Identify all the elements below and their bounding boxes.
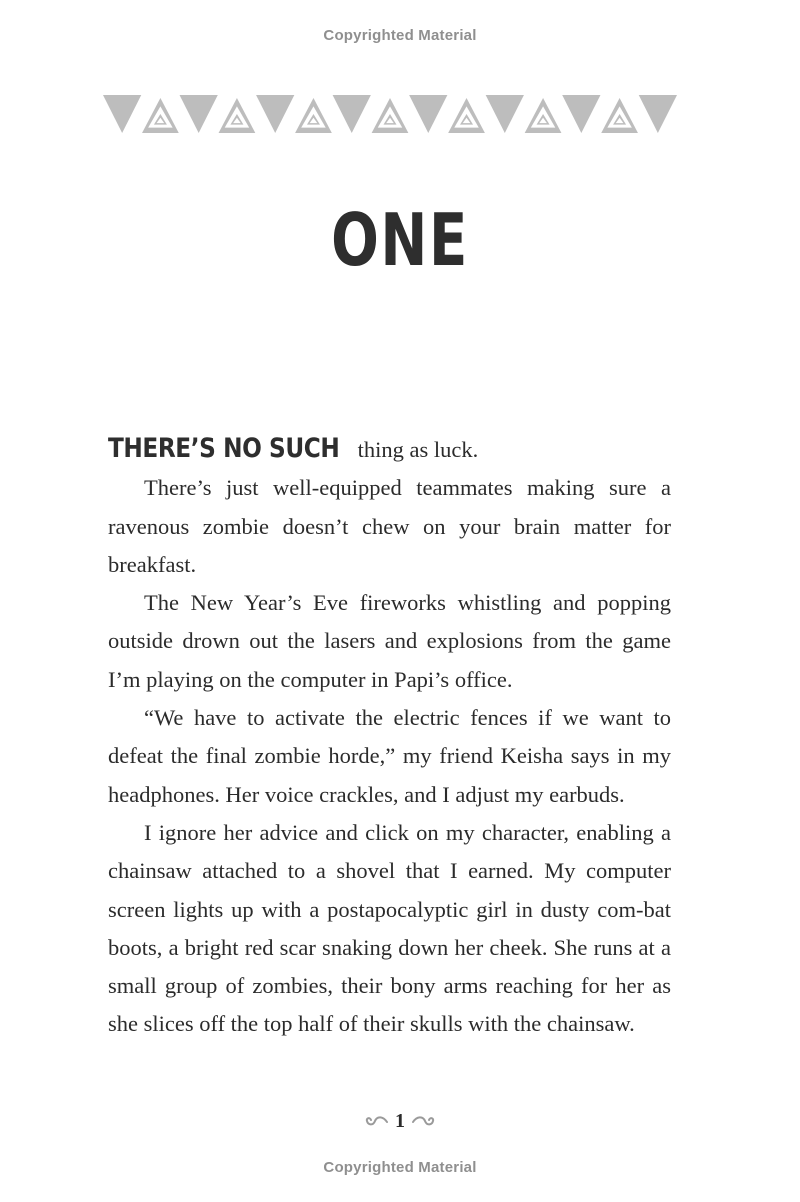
- down-triangle-icon: [180, 95, 218, 133]
- page-folio: [0, 1106, 800, 1136]
- paragraph: The New Year’s Eve fireworks whistling and popping outside drown out the lasers and explosions from the game I’m playing on the computer in Papi’s office.: [108, 590, 671, 692]
- triangle-border-icon: [103, 95, 677, 133]
- paragraph: I ignore her advice and click on my character, enabling a chainsaw attached to a shovel that I earned. My computer screen lights up with a postapocalyptic girl in dusty com-bat boots, a bright red scar snaking down her cheek. She runs at a small group of zombies, their bony arms reaching for her as she slices off the top half of their skulls with the chainsaw.: [108, 819, 671, 1037]
- down-triangle-icon: [256, 95, 294, 133]
- copyright-footer: Copyrighted Material: [323, 1159, 477, 1176]
- page-number: 1: [395, 1109, 405, 1132]
- copyright-header: Copyrighted Material: [323, 27, 477, 44]
- chapter-body: [108, 430, 671, 1044]
- swirl-flourish-icon: [411, 1114, 435, 1128]
- lead-in-text: THERE’S NO SUCH: [108, 433, 340, 464]
- paragraph: [108, 430, 671, 469]
- swirl-flourish-icon: [365, 1114, 389, 1128]
- down-triangle-icon: [409, 95, 447, 133]
- down-triangle-icon: [333, 95, 371, 133]
- down-triangle-icon: [103, 95, 141, 133]
- chapter-title: ONE: [331, 198, 469, 282]
- paragraph: There’s just well-equipped teammates making sure a ravenous zombie doesn’t chew on your brain matter for breakfast.: [108, 475, 671, 577]
- down-triangle-icon: [486, 95, 524, 133]
- lead-in-rest: thing as luck.: [352, 437, 479, 462]
- paragraph: “We have to activate the electric fences if we want to defeat the final zombie horde,” my friend Keisha says in my headphones. Her voice crackles, and I adjust my earbuds.: [108, 705, 671, 807]
- down-triangle-icon: [639, 95, 677, 133]
- down-triangle-icon: [562, 95, 600, 133]
